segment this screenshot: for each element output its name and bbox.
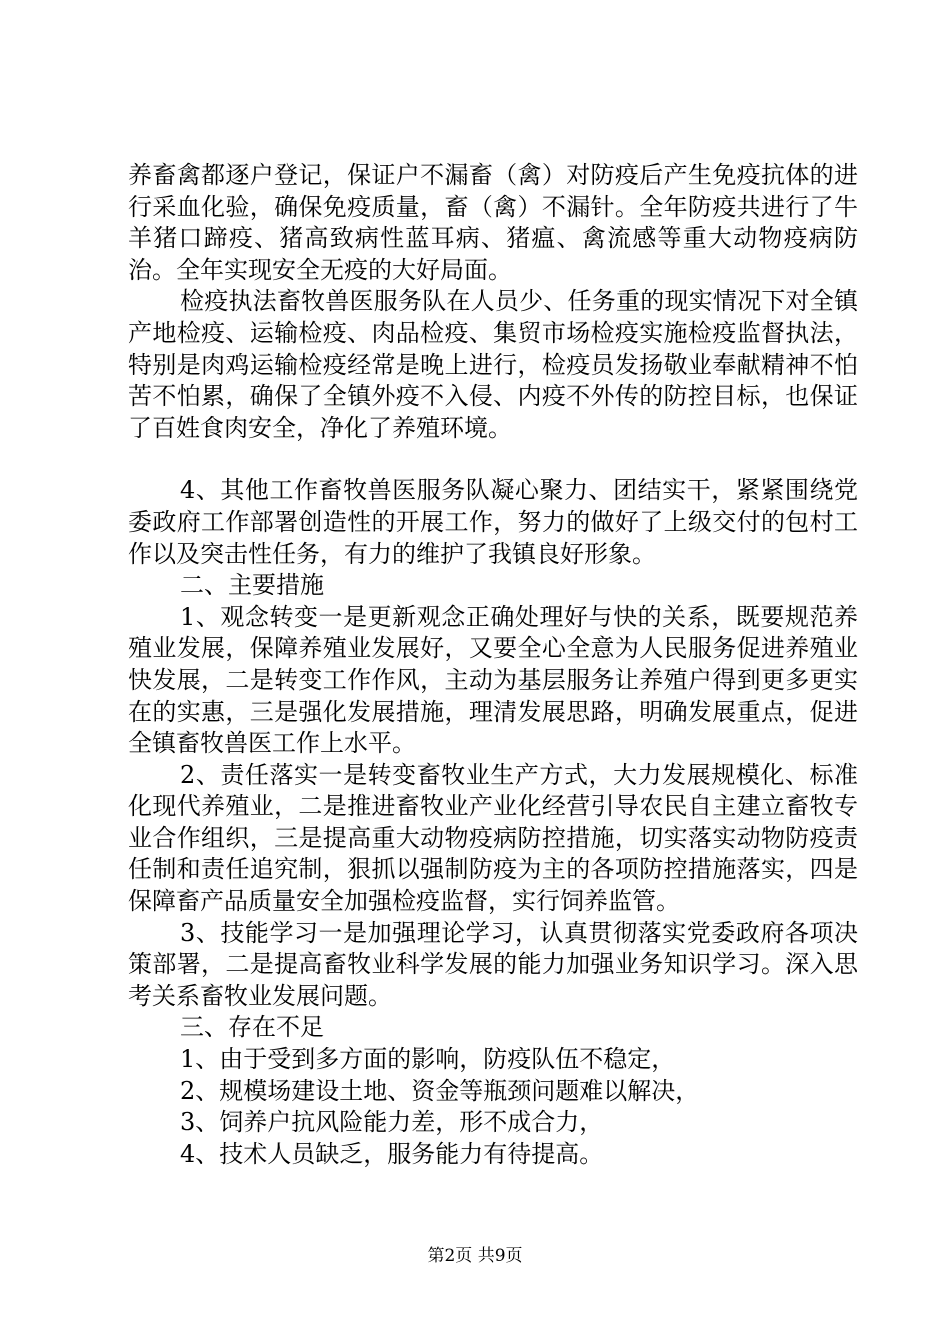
section-heading-main-measures: 二、主要措施 [180, 571, 324, 600]
paragraph-quarantine-enforcement: 检疫执法畜牧兽医服务队在人员少、任务重的现实情况下对全镇产地检疫、运输检疫、肉品检疫、集贸市场检疫实施检疫监督执法，特别是肉鸡运输检疫经常是晚上进行，检疫员发扬敬业奉献精神不怕苦不怕累，确保了全镇外疫不入侵、内疫不外传的防控目标，也保证了百姓食肉安全，净化了养殖环境。 [128, 287, 858, 442]
paragraph-other-work: 4、其他工作畜牧兽医服务队凝心聚力、团结实干，紧紧围绕党委政府工作部署创造性的开展工作，努力的做好了上级交付的包村工作以及突击性任务，有力的维护了我镇良好形象。 [128, 476, 858, 568]
list-item-shortcoming-2: 2、规模场建设土地、资金等瓶颈问题难以解决， [180, 1076, 700, 1105]
paragraph-epidemic-registration: 养畜禽都逐户登记，保证户不漏畜（禽）对防疫后产生免疫抗体的进行采血化验，确保免疫质量，畜（禽）不漏针。全年防疫共进行了牛羊猪口蹄疫、猪高致病性蓝耳病、猪瘟、禽流感等重大动物疫病防治。全年实现安全无疫的大好局面。 [128, 161, 858, 284]
paragraph-skill-learning: 3、技能学习一是加强理论学习，认真贯彻落实党委政府各项决策部署，二是提高畜牧业科学发展的能力加强业务知识学习。深入思考关系畜牧业发展问题。 [128, 918, 858, 1010]
page-number-footer: 第2页 共9页 [427, 1246, 523, 1266]
list-item-shortcoming-4: 4、技术人员缺乏，服务能力有待提高。 [180, 1139, 604, 1168]
document-body [128, 160, 858, 1170]
paragraph-concept-change: 1、观念转变一是更新观念正确处理好与快的关系，既要规范养殖业发展，保障养殖业发展好，又要全心全意为人民服务促进养殖业快发展，二是转变工作作风，主动为基层服务让养殖户得到更多更实在的实惠，三是强化发展措施，理清发展思路，明确发展重点，促进全镇畜牧兽医工作上水平。 [128, 602, 858, 758]
section-heading-shortcomings: 三、存在不足 [180, 1013, 324, 1042]
list-item-shortcoming-3: 3、饲养户抗风险能力差，形不成合力， [180, 1108, 604, 1137]
list-item-shortcoming-1: 1、由于受到多方面的影响，防疫队伍不稳定， [180, 1045, 676, 1074]
paragraph-responsibility: 2、责任落实一是转变畜牧业生产方式，大力发展规模化、标准化现代养殖业，二是推进畜牧业产业化经营引导农民自主建立畜牧专业合作组织，三是提高重大动物疫病防控措施，切实落实动物防疫责任制和责任追究制，狠抓以强制防疫为主的各项防控措施落实，四是保障畜产品质量安全加强检疫监督，实行饲养监管。 [128, 760, 858, 916]
